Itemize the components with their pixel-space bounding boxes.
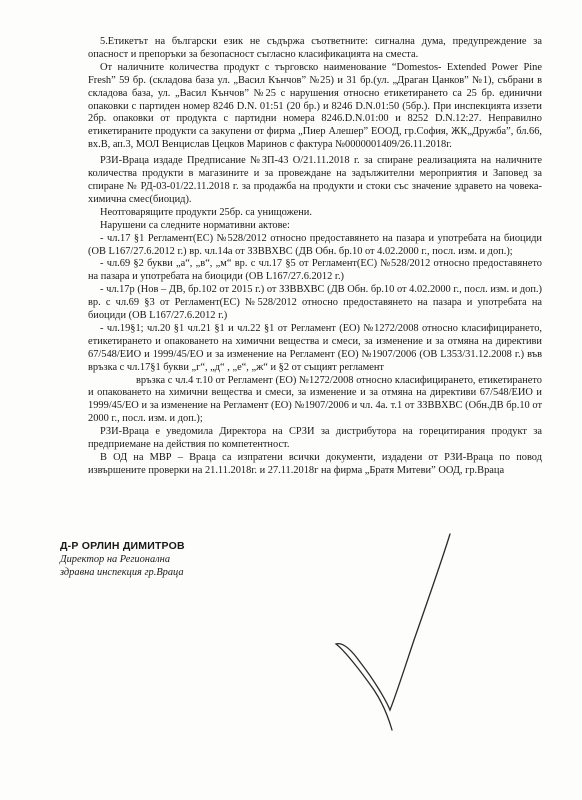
violation-item: - чл.17р (Нов – ДВ, бр.102 от 2015 г.) от ЗЗВВХВС (ДВ Обн. бр.10 от 4.02.2000 г., посл. изм. и доп.) вр. с чл.69 §3 от Регламент(ЕС) №528/2012 относно предоставянето на пазара и употребата на биоциди (ОВ L167/27.6.2012 г.) <box>88 284 542 322</box>
paragraph-prescription: РЗИ-Враца издаде Предписание №ЗП-43 О/21.11.2018 г. за спиране реализацията на наличните количества продукти в магазините и за провеждане на задължителни мероприятия и Заповед за спиране № РД-03-01/22.11.2018 г. за продажба на продукти и стоки със значение здравето на човека-химична смес(биоцид). <box>88 155 542 205</box>
paragraph-notified-director: РЗИ-Враца е уведомила Директора на СРЗИ за дистрибутора на горецитирания продукт за предприемане на действия по компетентност. <box>88 426 542 451</box>
signer-title-line-2: здравна инспекция гр.Враца <box>60 566 184 578</box>
signature-block <box>60 540 280 579</box>
paragraph-police-notified: В ОД на МВР – Враца са изпратени всички документи, издадени от РЗИ-Враца по повод извършените проверки на 21.11.2018г. и 27.11.2018г на фирма „Братя Митеви” ООД, гр.Враца <box>88 452 542 476</box>
signer-title-line-1: Директор на Регионална <box>60 554 171 565</box>
signer-name: Д-Р ОРЛИН ДИМИТРОВ <box>60 540 185 552</box>
violation-item: - чл.19§1; чл.20 §1 чл.21 §1 и чл.22 §1 от Регламент (ЕО) №1272/2008 относно класифицирането, етикетирането и опаковането на химични вещества и смеси, за изменение и за отмяна на директиви 67/548/ЕИО и 1999/45/ЕО и за изменение на Регламент (ЕО) №1907/2006 (ОВ L353/31.12.2008 г.) във връзка с чл.17§1 букви „г“, „д“ , „е“, „ж“ и §2 от същият регламент <box>88 322 542 373</box>
violation-item: - чл.69 §2 букви „а“, „в“, „м“ вр. с чл.17 §5 от Регламент(ЕС) №528/2012 относно предоставянето на пазара и употребата на биоциди (ОВ L167/27.6.2012 г.) <box>88 258 542 283</box>
paragraph-destroyed: Неотговарящите продукти 25бр. са унищожени. <box>100 206 312 218</box>
paragraph-product-quantities: От наличните количества продукт с търговско наименование “Domestos- Extended Power Pine Fresh” 59 бр. (складова база ул. „Васил Кънчов” №25) и 31 бр.(ул. „Драган Цанков” №1), събрани в складова база, ул. „Васил Кънчов” №25 с нарушения относно етикетирането са 25 бр. единични опаковки с партиден номер 8246 D.N. 01:51 (20 бр.) и 8246 D.N.01:50 (5бр.). При инспекцията иззети 2бр. опаковки от продукта с партидни номера 8246.D.N.01:00 и 8252 D.N.12:27. Неправилно етикетираните продукти са закупени от фирма „Пиер Алешер” ЕООД, гр.София, ЖК„Дружба”, бл.66, вх.В, ап.3, МОЛ Венцислав Цецков Маринов с фактура №0000001409/26.11.2018г. <box>88 61 542 151</box>
violation-item: - чл.17 §1 Регламент(ЕС) №528/2012 относно предоставянето на пазара и употребата на биоциди (ОВ L167/27.6.2012 г.) вр. чл.14а от ЗЗВВХВС (ДВ Обн. бр.10 от 4.02.2000 г., посл. изм. и доп.); <box>88 232 542 257</box>
handwritten-signature <box>330 530 470 740</box>
body-text <box>88 36 542 478</box>
paragraph-violations-heading: Нарушени са следните нормативни актове: <box>100 219 290 231</box>
violation-item: връзка с чл.4 т.10 от Регламент (ЕО) №1272/2008 относно класифицирането, етикетирането и опаковането на химични вещества и смеси, за изменение и за отмяна на директиви 67/548/ЕИО и 1999/45/ЕО и за изменение на Регламент (ЕО) №1907/2006 и чл. 4а. т.1 от ЗЗВВХВС (Обн.ДВ бр.10 от 2000 г., посл. изм. и доп.); <box>88 374 542 425</box>
paragraph-labeling-issue: 5.Етикетът на български език не съдържа съответните: сигнална дума, предупреждение за опасност и препоръки за безопасност съгласно класификацията на сместа. <box>88 36 542 60</box>
